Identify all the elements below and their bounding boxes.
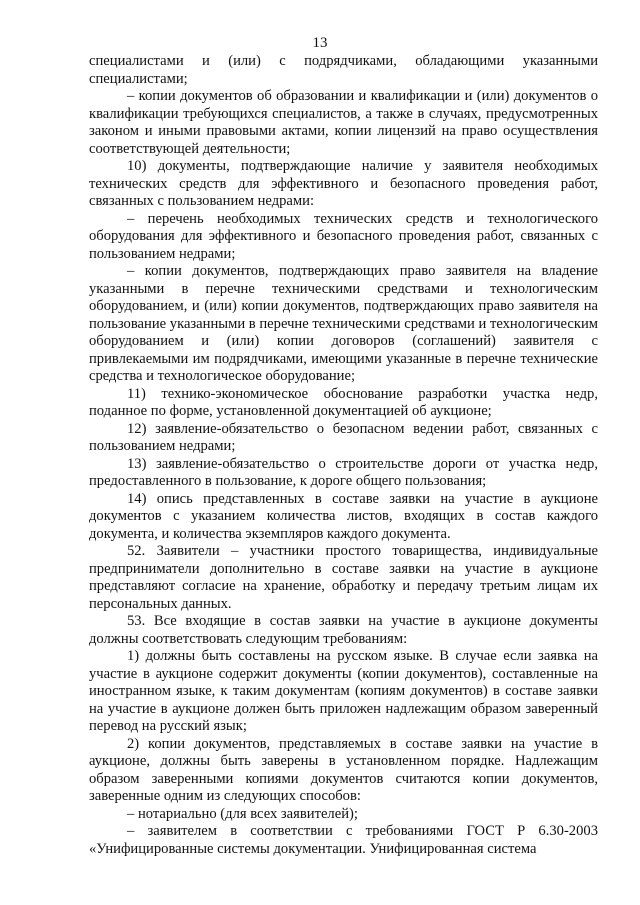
paragraph: 10) документы, подтверждающие наличие у заявителя необходимых технических средств для эффективного и безопасного проведения работ, связанных с пользованием недрами:: [89, 158, 598, 209]
page-number: 13: [312, 35, 328, 51]
paragraph: 2) копии документов, представляемых в составе заявки на участие в аукционе, должны быть заверены в установленном порядке. Надлежащим образом заверенными копиями документов считаются копии документов, заверенные одним из следующих способов:: [89, 735, 598, 804]
paragraph: 52. Заявители – участники простого товарищества, индивидуальные предприниматели дополнительно в составе заявки на участие в аукционе представляют согласие на хранение, обработку и передачу третьим лицам их персональных данных.: [89, 543, 598, 612]
paragraph: – копии документов об образовании и квалификации и (или) документов о квалификации требующихся специалистов, а также в случаях, предусмотренных законом и иными правовыми актами, копии лицензий на право осуществления соответствующей деятельности;: [89, 88, 598, 157]
body-text: [89, 53, 598, 858]
paragraph: 1) должны быть составлены на русском языке. В случае если заявка на участие в аукционе содержит документы (копии документов), составленные на иностранном языке, к таким документам (копиям документов) в составе заявки на участие в аукционе должен быть приложен надлежащим образом заверенный перевод на русский язык;: [89, 648, 598, 734]
paragraph: специалистами и (или) с подрядчиками, обладающими указанными специалистами;: [89, 53, 598, 87]
paragraph: 12) заявление-обязательство о безопасном ведении работ, связанных с пользованием недрами;: [89, 420, 598, 454]
paragraph: – перечень необходимых технических средств и технологического оборудования для эффективного и безопасного проведения работ, связанных с пользованием недрами;: [89, 210, 598, 262]
paragraph: – заявителем в соответствии с требованиями ГОСТ Р 6.30-2003 «Унифицированные системы документации. Унифицированная система: [89, 823, 598, 857]
paragraph: – нотариально (для всех заявителей);: [127, 805, 358, 822]
paragraph: 14) опись представленных в составе заявки на участие в аукционе документов с указанием количества листов, входящих в состав каждого документа, и количества экземпляров каждого документа.: [89, 490, 598, 542]
paragraph: – копии документов, подтверждающих право заявителя на владение указанными в перечне техническими средствами и технологическим оборудованием, и (или) копии документов, подтверждающих право заявителя на пользование указанными в перечне техническими средствами и технологическим оборудованием и (или) копии договоров (соглашений) заявителя с привлекаемыми им подрядчиками, имеющими указанные в перечне технические средства и технологическое оборудование;: [89, 263, 598, 384]
paragraph: 11) технико-экономическое обоснование разработки участка недр, поданное по форме, установленной документацией об аукционе;: [89, 385, 598, 419]
paragraph: 13) заявление-обязательство о строительстве дороги от участка недр, предоставленного в пользование, к дороге общего пользования;: [89, 455, 598, 489]
paragraph: 53. Все входящие в состав заявки на участие в аукционе документы должны соответствовать следующим требованиям:: [89, 613, 598, 647]
